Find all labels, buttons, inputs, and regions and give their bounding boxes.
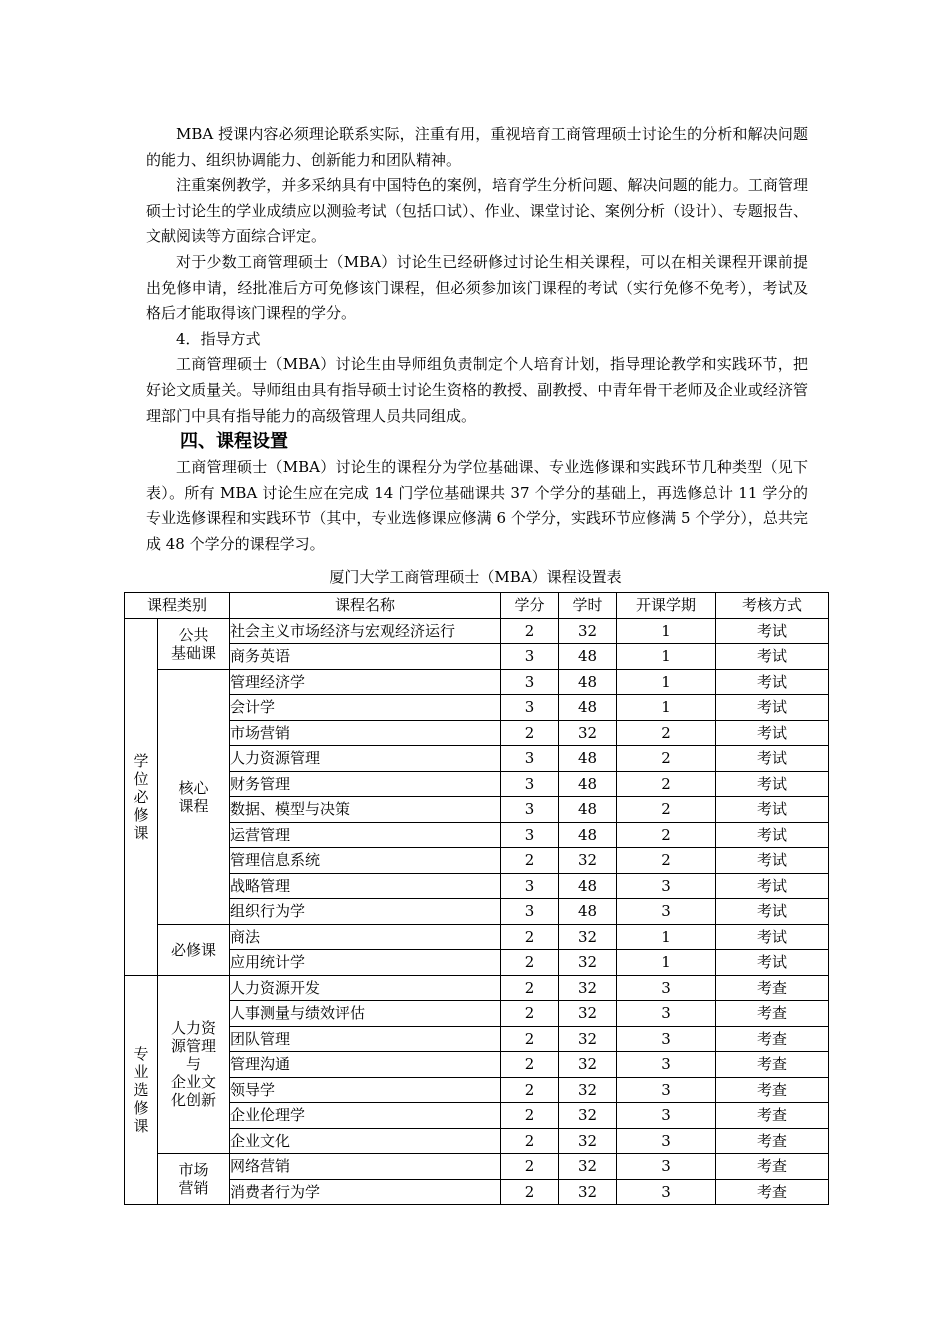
table-row — [125, 669, 829, 695]
course-hours: 32 — [559, 1001, 617, 1027]
course-hours: 48 — [559, 822, 617, 848]
table-row — [125, 848, 829, 874]
course-hours: 48 — [559, 644, 617, 670]
course-name: 团队管理 — [230, 1026, 501, 1052]
header-credit: 学分 — [501, 593, 559, 619]
course-hours: 32 — [559, 1179, 617, 1205]
table-row — [125, 771, 829, 797]
course-hours: 32 — [559, 924, 617, 950]
table-row — [125, 1179, 829, 1205]
table-row — [125, 1154, 829, 1180]
course-credit: 3 — [501, 669, 559, 695]
course-credit: 2 — [501, 1179, 559, 1205]
course-exam: 考试 — [716, 822, 829, 848]
course-name: 企业文化 — [230, 1128, 501, 1154]
course-term: 3 — [617, 1001, 716, 1027]
course-term: 3 — [617, 1103, 716, 1129]
course-credit: 3 — [501, 644, 559, 670]
subcategory-core — [158, 669, 230, 924]
paragraph-guidance: 工商管理硕士（MBA）讨论生由导师组负责制定个人培育计划，指导理论教学和实践环节，把好论文质量关。导师组由具有指导硕士讨论生资格的教授、副教授、中青年骨干老师及企业或经济管理部门中具有指导能力的高级管理人员共同组成。 — [146, 355, 808, 425]
category-elective-text: 课 — [133, 1116, 149, 1135]
subcategory-marketing — [158, 1154, 230, 1205]
course-name: 网络营销 — [230, 1154, 501, 1180]
course-hours: 48 — [559, 899, 617, 925]
course-exam: 考试 — [716, 618, 829, 644]
course-hours: 48 — [559, 771, 617, 797]
table-caption: 厦门大学工商管理硕士（MBA）课程设置表 — [329, 568, 622, 586]
course-hours: 32 — [559, 950, 617, 976]
header-name: 课程名称 — [230, 593, 501, 619]
category-degree-required-text: 学 — [133, 751, 149, 770]
course-name: 社会主义市场经济与宏观经济运行 — [230, 618, 501, 644]
course-credit: 2 — [501, 618, 559, 644]
course-term: 3 — [617, 1052, 716, 1078]
table-row — [125, 822, 829, 848]
subcategory-core-text: 课程 — [178, 796, 209, 815]
course-exam: 考试 — [716, 797, 829, 823]
course-term: 1 — [617, 669, 716, 695]
course-hours: 48 — [559, 873, 617, 899]
subcategory-public-basic-text: 公共 — [178, 625, 209, 644]
table-row — [125, 746, 829, 772]
course-term: 3 — [617, 873, 716, 899]
course-credit: 2 — [501, 1052, 559, 1078]
course-term: 1 — [617, 618, 716, 644]
course-exam: 考查 — [716, 975, 829, 1001]
course-term: 2 — [617, 848, 716, 874]
course-name: 数据、模型与决策 — [230, 797, 501, 823]
subcategory-hr-culture-text: 人力资 — [171, 1019, 217, 1038]
course-exam: 考试 — [716, 695, 829, 721]
course-name: 战略管理 — [230, 873, 501, 899]
course-credit: 2 — [501, 950, 559, 976]
course-credit: 3 — [501, 899, 559, 925]
course-credit: 2 — [501, 1103, 559, 1129]
course-name: 人力资源开发 — [230, 975, 501, 1001]
course-term: 1 — [617, 950, 716, 976]
course-name: 商务英语 — [230, 644, 501, 670]
course-hours: 48 — [559, 669, 617, 695]
course-credit: 2 — [501, 848, 559, 874]
category-degree-required-text: 课 — [133, 823, 149, 842]
table-row — [125, 1077, 829, 1103]
course-credit: 3 — [501, 695, 559, 721]
table-header-row — [125, 593, 829, 619]
document-body — [146, 122, 808, 558]
course-term: 2 — [617, 771, 716, 797]
course-hours: 32 — [559, 1103, 617, 1129]
course-name: 领导学 — [230, 1077, 501, 1103]
course-name: 运营管理 — [230, 822, 501, 848]
subcategory-core-text: 核心 — [178, 778, 209, 797]
category-elective-text: 选 — [133, 1080, 149, 1099]
course-hours: 32 — [559, 1077, 617, 1103]
course-exam: 考查 — [716, 1128, 829, 1154]
course-credit: 3 — [501, 746, 559, 772]
guidance-title: 4．指导方式 — [176, 329, 261, 348]
course-term: 1 — [617, 695, 716, 721]
table-row — [125, 618, 829, 644]
course-exam: 考查 — [716, 1026, 829, 1052]
subcategory-hr-culture — [158, 975, 230, 1154]
paragraph-case-teaching: 注重案例教学，并多采纳具有中国特色的案例，培育学生分析问题、解决问题的能力。工商管理硕士讨论生的学业成绩应以测验考试（包括口试）、作业、课堂讨论、案例分析（设计）、专题报告、文献阅读等方面综合评定。 — [146, 176, 808, 246]
table-row — [125, 950, 829, 976]
table-row — [125, 924, 829, 950]
course-term: 2 — [617, 746, 716, 772]
course-exam: 考查 — [716, 1179, 829, 1205]
header-exam: 考核方式 — [716, 593, 829, 619]
table-row — [125, 695, 829, 721]
category-degree-required-text: 修 — [133, 805, 149, 824]
course-exam: 考查 — [716, 1154, 829, 1180]
table-row — [125, 1103, 829, 1129]
paragraph-course-setup: 工商管理硕士（MBA）讨论生的课程分为学位基础课、专业选修课和实践环节几种类型（见下表）。所有 MBA 讨论生应在完成 14 门学位基础课共 37 个学分的基础上，再选修总计 11 学分的专业选修课程和实践环节（其中，专业选修课应修满 6 个学分，实践环节应修满 5 个学分），总共完成 48 个学分的课程学习。 — [146, 458, 808, 553]
header-hours: 学时 — [559, 593, 617, 619]
table-row — [125, 797, 829, 823]
course-credit: 2 — [501, 1128, 559, 1154]
course-credit: 2 — [501, 1077, 559, 1103]
course-name: 管理经济学 — [230, 669, 501, 695]
course-credit: 3 — [501, 822, 559, 848]
category-elective-text: 业 — [133, 1062, 149, 1081]
course-term: 2 — [617, 822, 716, 848]
course-credit: 2 — [501, 1154, 559, 1180]
course-exam: 考试 — [716, 924, 829, 950]
course-exam: 考试 — [716, 644, 829, 670]
course-exam: 考试 — [716, 873, 829, 899]
course-term: 2 — [617, 797, 716, 823]
course-name: 企业伦理学 — [230, 1103, 501, 1129]
table-row — [125, 1052, 829, 1078]
category-degree-required-text: 必 — [133, 787, 149, 806]
course-exam: 考试 — [716, 950, 829, 976]
course-exam: 考试 — [716, 848, 829, 874]
course-hours: 32 — [559, 618, 617, 644]
course-name: 应用统计学 — [230, 950, 501, 976]
course-name: 人力资源管理 — [230, 746, 501, 772]
subcategory-required: 必修课 — [158, 924, 230, 975]
course-name: 财务管理 — [230, 771, 501, 797]
category-elective — [125, 975, 158, 1205]
course-name: 管理沟通 — [230, 1052, 501, 1078]
category-degree-required — [125, 618, 158, 975]
category-degree-required-text: 位 — [133, 769, 149, 788]
course-term: 2 — [617, 720, 716, 746]
course-term: 3 — [617, 1154, 716, 1180]
course-term: 1 — [617, 644, 716, 670]
course-table — [124, 592, 829, 1205]
course-credit: 2 — [501, 975, 559, 1001]
course-credit: 3 — [501, 771, 559, 797]
course-term: 3 — [617, 1026, 716, 1052]
course-name: 组织行为学 — [230, 899, 501, 925]
course-name: 管理信息系统 — [230, 848, 501, 874]
course-exam: 考试 — [716, 720, 829, 746]
course-name: 消费者行为学 — [230, 1179, 501, 1205]
table-row — [125, 1001, 829, 1027]
paragraph-exemption: 对于少数工商管理硕士（MBA）讨论生已经研修过讨论生相关课程，可以在相关课程开课前提出免修申请，经批准后方可免修该门课程，但必须参加该门课程的考试（实行免修不免考），考试及格后才能取得该门课程的学分。 — [146, 252, 808, 323]
course-hours: 48 — [559, 746, 617, 772]
course-credit: 2 — [501, 720, 559, 746]
subcategory-marketing-text: 市场 — [178, 1161, 209, 1179]
paragraph-teaching: MBA 授课内容必须理论联系实际，注重有用，重视培育工商管理硕士讨论生的分析和解决问题的能力、组织协调能力、创新能力和团队精神。 — [146, 125, 808, 169]
course-credit: 3 — [501, 873, 559, 899]
course-name: 市场营销 — [230, 720, 501, 746]
subcategory-public-basic — [158, 618, 230, 669]
section-heading: 四、课程设置 — [180, 431, 288, 453]
course-hours: 32 — [559, 1154, 617, 1180]
course-exam: 考试 — [716, 746, 829, 772]
course-exam: 考查 — [716, 1001, 829, 1027]
table-row — [125, 1128, 829, 1154]
subcategory-hr-culture-text: 源管理 — [171, 1037, 217, 1056]
course-hours: 32 — [559, 1026, 617, 1052]
course-hours: 48 — [559, 695, 617, 721]
course-hours: 32 — [559, 975, 617, 1001]
table-row — [125, 644, 829, 670]
course-exam: 考查 — [716, 1077, 829, 1103]
course-name: 人事测量与绩效评估 — [230, 1001, 501, 1027]
course-hours: 32 — [559, 848, 617, 874]
subcategory-hr-culture-text: 化创新 — [171, 1091, 217, 1110]
course-exam: 考查 — [716, 1052, 829, 1078]
course-exam: 考试 — [716, 771, 829, 797]
course-term: 3 — [617, 1128, 716, 1154]
course-term: 3 — [617, 1179, 716, 1205]
course-name: 会计学 — [230, 695, 501, 721]
course-term: 3 — [617, 1077, 716, 1103]
subcategory-marketing-text: 营销 — [178, 1179, 209, 1197]
course-hours: 32 — [559, 1128, 617, 1154]
course-exam: 考试 — [716, 899, 829, 925]
course-exam: 考查 — [716, 1103, 829, 1129]
category-elective-text: 修 — [133, 1098, 149, 1117]
table-row — [125, 720, 829, 746]
subcategory-public-basic-text: 基础课 — [171, 643, 217, 662]
course-credit: 2 — [501, 1026, 559, 1052]
course-hours: 48 — [559, 797, 617, 823]
course-credit: 2 — [501, 924, 559, 950]
course-credit: 2 — [501, 1001, 559, 1027]
course-term: 3 — [617, 899, 716, 925]
course-hours: 32 — [559, 720, 617, 746]
header-term: 开课学期 — [617, 593, 716, 619]
table-row — [125, 873, 829, 899]
table-row — [125, 975, 829, 1001]
subcategory-hr-culture-text: 与 — [186, 1055, 202, 1074]
course-term: 1 — [617, 924, 716, 950]
table-row — [125, 899, 829, 925]
course-term: 3 — [617, 975, 716, 1001]
category-elective-text: 专 — [133, 1044, 149, 1063]
course-hours: 32 — [559, 1052, 617, 1078]
course-exam: 考试 — [716, 669, 829, 695]
course-name: 商法 — [230, 924, 501, 950]
table-row — [125, 1026, 829, 1052]
subcategory-hr-culture-text: 企业文 — [171, 1073, 217, 1092]
header-category: 课程类别 — [125, 593, 230, 619]
course-credit: 3 — [501, 797, 559, 823]
